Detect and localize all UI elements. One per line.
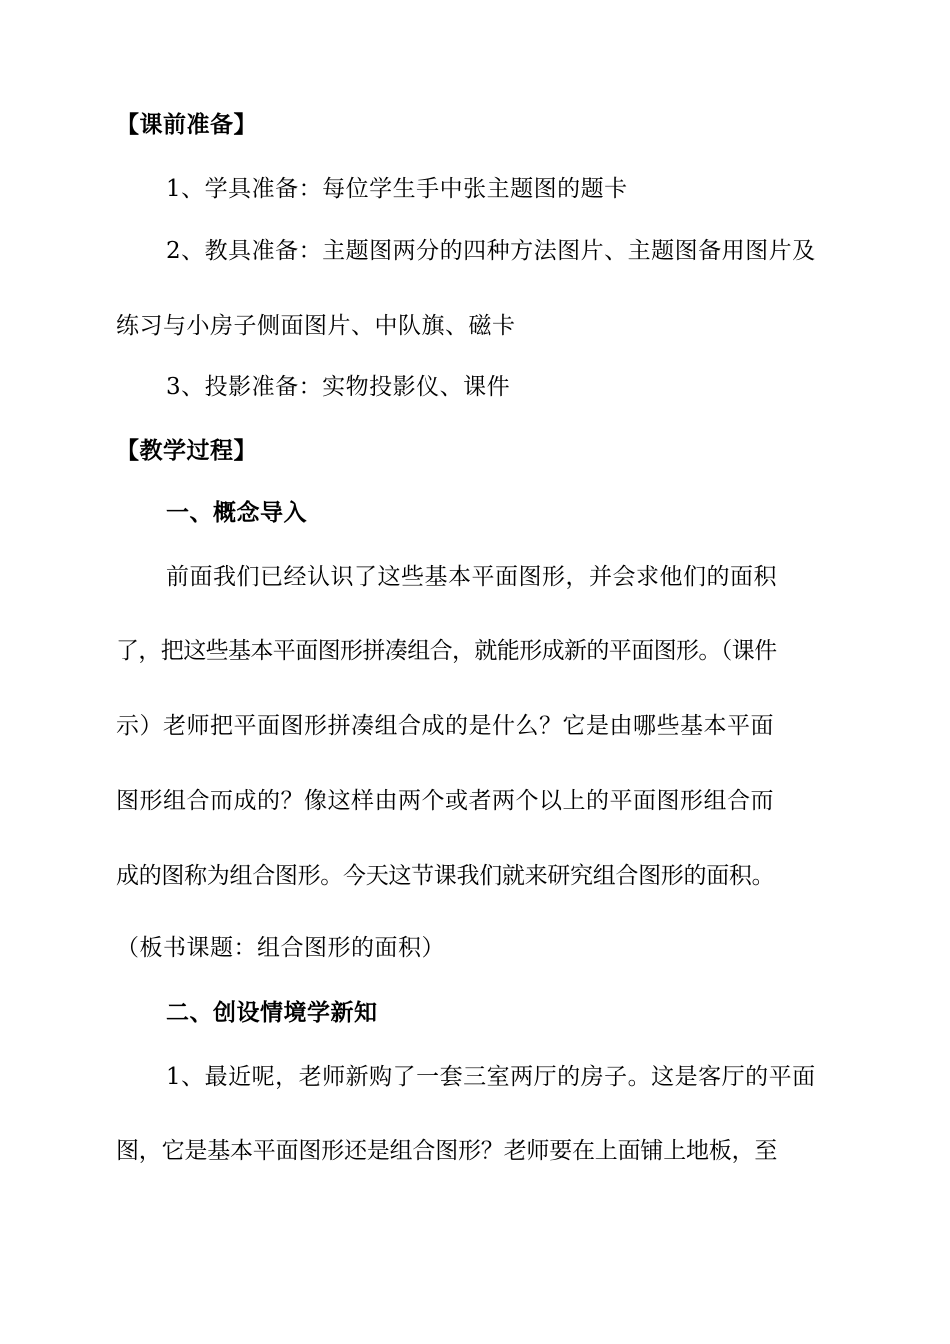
part-2-line-2: 图，它是基本平面图形还是组合图形？老师要在上面铺上地板，至 (116, 1138, 778, 1164)
part-1-line-3: 示）老师把平面图形拼凑组合成的是什么？它是由哪些基本平面 (116, 713, 774, 739)
prep-item-3: 3、投影准备：实物投影仪、课件 (166, 374, 511, 400)
prep-item-2-line-2: 练习与小房子侧面图片、中队旗、磁卡 (116, 313, 516, 339)
part-1-line-6: （板书课题：组合图形的面积） (116, 935, 445, 961)
section-heading-prep: 【课前准备】 (116, 111, 257, 138)
section-heading-process-label: 【教学过程】 (116, 437, 257, 464)
prep-item-1: 1、学具准备：每位学生手中张主题图的题卡 (166, 176, 628, 202)
part-1-line-4: 图形组合而成的？像这样由两个或者两个以上的平面图形组合而 (116, 788, 774, 814)
part-1-heading: 一、概念导入 (166, 499, 307, 526)
part-1-line-2: 了，把这些基本平面图形拼凑组合，就能形成新的平面图形。（课件 (116, 638, 777, 664)
part-2-line-1: 1、最近呢，老师新购了一套三室两厅的房子。这是客厅的平面 (166, 1064, 816, 1090)
prep-item-2-line-1: 2、教具准备：主题图两分的四种方法图片、主题图备用图片及 (166, 238, 816, 264)
part-2-heading: 二、创设情境学新知 (166, 999, 378, 1026)
part-1-line-1: 前面我们已经认识了这些基本平面图形，并会求他们的面积 (166, 564, 777, 590)
part-1-line-5: 成的图称为组合图形。今天这节课我们就来研究组合图形的面积。 (116, 863, 775, 889)
